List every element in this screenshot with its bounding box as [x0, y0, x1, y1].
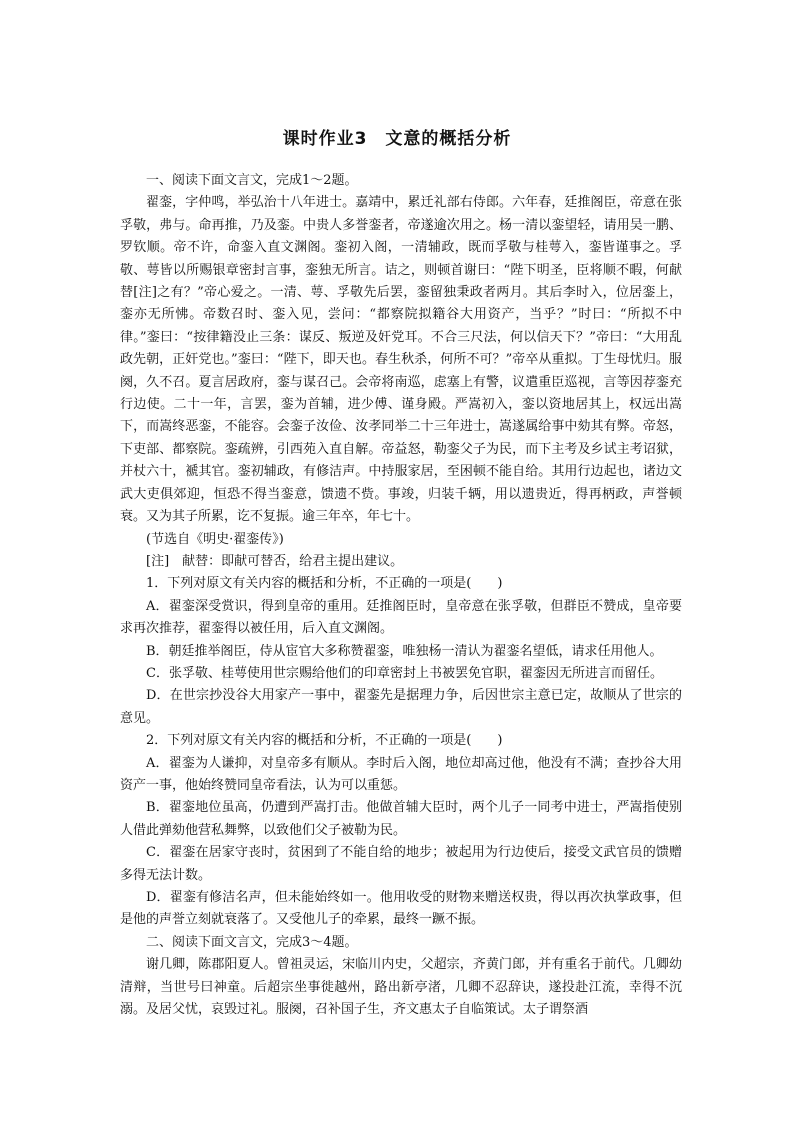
question-2-option-a: A．翟銮为人谦抑，对皇帝多有顺从。李时后入阁，地位却高过他，他没有不满；查抄谷大用资产一事，他始终赞同皇帝看法，认为可以重惩。: [120, 755, 682, 793]
classical-text: 谢几卿，陈郡阳夏人。曾祖灵运，宋临川内史，父超宗，齐黄门郎，并有重名于前代。几卿幼清辩，当世号曰神童。后超宗坐事徙越州，路出新亭渚，几卿不忍辞诀，遂投赴江流，幸得不沉溺。及居父忧，哀毁过礼。服阕，召补国子生，齐文惠太子自临策试。太子谓祭酒: [120, 957, 682, 1018]
source-note: (节选自《明史·翟銮传》): [146, 531, 284, 547]
section-heading: 二、阅读下面文言文，完成3～4题。: [146, 934, 358, 950]
question-1-option-a: A．翟銮深受赏识，得到皇帝的重用。廷推阁臣时，皇帝意在张孚敬，但群臣不赞成，皇帝要求再次推荐，翟銮得以被任用，后入直文渊阁。: [120, 598, 682, 637]
question-2-option-b: B．翟銮地位虽高，仍遭到严嵩打击。他做首辅大臣时，两个儿子一同考中进士，严嵩指使别人借此弹劾他营私舞弊，以致他们父子被勒为民。: [120, 800, 682, 838]
question-2-option-d: D．翟銮有修洁名声，但未能始终如一。他用收受的财物来赠送权贵，得以再次执掌政事，但是他的声誉立刻就衰落了。又受他儿子的牵累，最终一蹶不振。: [120, 890, 682, 928]
document-body: [120, 170, 682, 1021]
section-heading: 一、阅读下面文言文，完成1～2题。: [146, 173, 358, 188]
page-title: 课时作业3 文意的概括分析: [282, 129, 512, 149]
question-2-option-c: C．翟銮在居家守丧时，贫困到了不能自给的地步；被起用为行边使后，接受文武官员的馈赠多得无法计数。: [120, 845, 682, 883]
question-2: 2．下列对原文有关内容的概括和分析，不正确的一项是( ): [146, 733, 503, 749]
question-1-option-c: C．张孚敬、桂萼使用世宗赐给他们的印章密封上书被罢免官职，翟銮因无所进言而留任。: [146, 665, 663, 681]
question-1-option-b: B．朝廷推举阁臣，侍从宦官大多称赞翟銮，唯独杨一清认为翟銮名望低，请求任用他人。: [146, 643, 663, 659]
question-1-option-d: D．在世宗抄没谷大用家产一事中，翟銮先是据理力争，后因世宗主意已定，故顺从了世宗的意见。: [120, 688, 682, 726]
classical-text: 翟銮，字仲鸣，举弘治十八年进士。嘉靖中，累迁礼部右侍郎。六年春，廷推阁臣，帝意在张孚敬，弗与。命再推，乃及銮。中贵人多誉銮者，帝遂逾次用之。杨一清以銮望轻，请用吴一鹏、罗钦顺。帝不许，命銮入直文渊阁。銮初入阁，一清辅政，既而孚敬与桂萼入，銮皆谨事之。孚敬、萼皆以所赐银章密封言事，銮独无所言。诘之，则顿首谢曰：“陛下明圣，臣将顺不暇，何献替[注]之有？”帝心爱之。一清、萼、孚敬先后罢，銮留独秉政者两月。其后李时入，位居銮上，銮亦无所怫。帝数召时、銮入见，尝问：“都察院拟籍谷大用资产，当乎？”时曰：“所拟不中律。”銮曰：“按律籍没止三条：谋反、叛逆及奸党耳。不合三尺法，何以信天下？”帝曰：“大用乱政先朝，正奸党也。”銮曰：“陛下，即天也。春生秋杀，何所不可？”帝卒从重拟。丁生母忧归。服阕，久不召。夏言居政府，銮与谋召己。会帝将南巡，虑塞上有警，议遣重臣巡视，言等因荐銮充行边使。二十一年，言罢，銮为首辅，进少傅、谨身殿。严嵩初入，銮以资地居其上，权远出嵩下，而嵩终恶銮，不能容。会銮子汝俭、汝孝同举二十三年进士，嵩遂属给事中劾其有弊。帝怒，下吏部、都察院。銮疏辨，引西苑入直自解。帝益怒，勒銮父子为民，而下主考及乡试主考诏狱，并杖六十，褫其官。銮初辅政，有修洁声。中持服家居，至困顿不能自给。其用行边起也，诸边文武大吏俱郊迎，恒恐不得当銮意，馈遗不赀。事竣，归装千辆，用以遗贵近，得再柄政，声誉顿衰。又为其子所累，讫不复振。逾三年卒，年七十。: [120, 195, 682, 525]
question-1: 1．下列对原文有关内容的概括和分析，不正确的一项是( ): [146, 576, 503, 592]
annotation-note: [注] 献替：即献可替否，给君主提出建议。: [146, 553, 404, 569]
